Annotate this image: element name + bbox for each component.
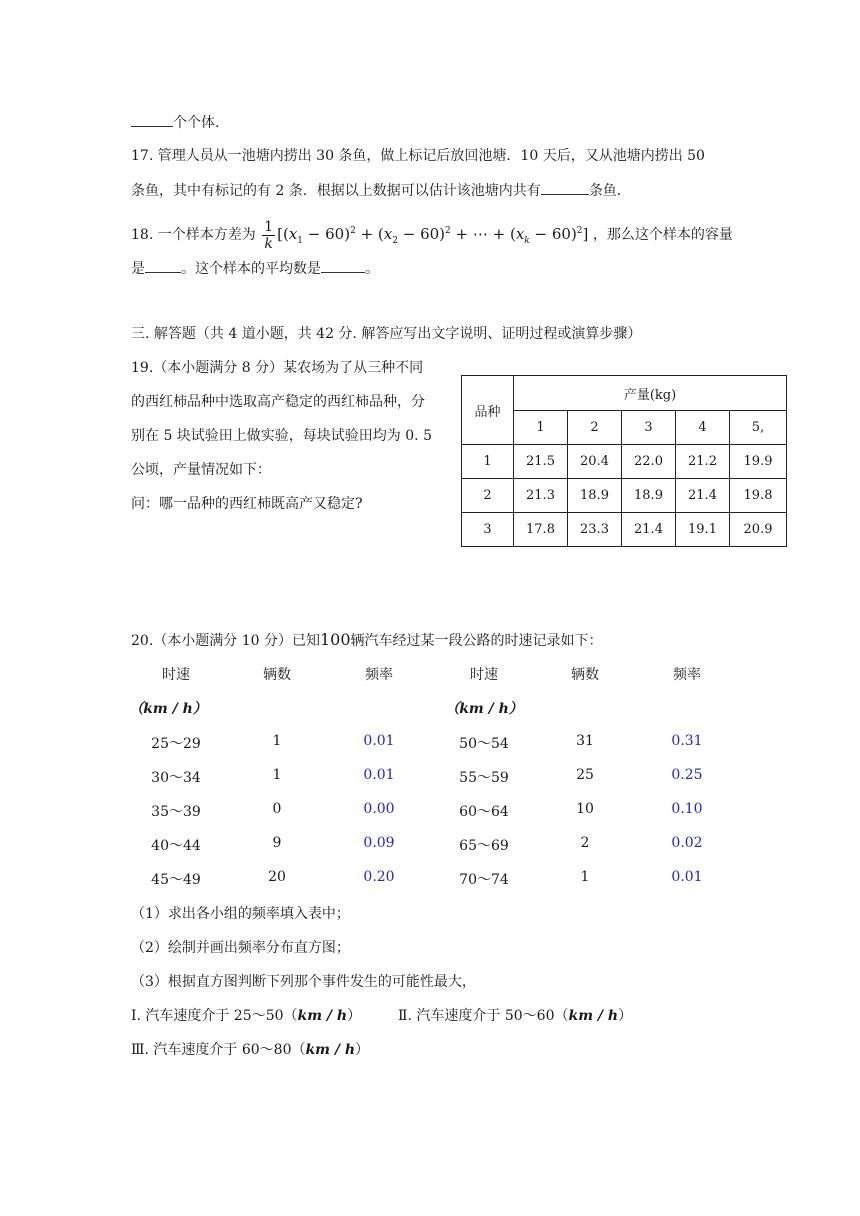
text: Ⅲ. 汽车速度介于 60～80（ [131,1042,306,1058]
table-row [462,513,787,547]
variety-cell: 1 [462,445,514,479]
question-19-line-4: 公顷，产量情况如下： [131,462,271,478]
sub-question-2: （2）绘制并画出频率分布直方图； [131,940,350,956]
question-20-line [131,630,603,651]
text: 个个体. [173,115,220,131]
vehicle-count: 100 [319,630,351,649]
yield-cell: 20.4 [568,445,622,479]
speed-range-cell: 70～74 [459,872,509,888]
question-19-line-1: 19.（本小题满分 8 分）某农场为了从三种不同 [131,360,424,376]
frequency-cell: 0.01 [363,733,395,749]
count-cell: 20 [268,869,286,885]
count-cell: 2 [580,835,590,851]
column-header: 时速 [162,667,190,683]
yield-cell: 17.8 [514,513,568,547]
text: 。这个样本的平均数是 [181,261,321,277]
yield-header: 产量(kg) [514,376,787,411]
frequency-cell: 0.01 [671,869,703,885]
yield-cell: 22.0 [622,445,676,479]
variance-formula: [$(x_1 - 60)^2 + (x_2 - 60)^2$ + ⋯ + $(x_k - 60)^2$] [277,225,589,246]
fraction-numerator: 1 [264,218,274,235]
question-19-line-5: 问：哪一品种的西红柿既高产又稳定? [131,496,363,512]
yield-cell: 21.5 [514,445,568,479]
answer-blank[interactable] [145,258,181,273]
speed-range-cell: 60～64 [459,804,509,820]
yield-cell: 18.9 [568,479,622,513]
answer-blank[interactable] [131,112,173,127]
unit-label: （km / h） [129,701,207,717]
count-cell: 9 [272,835,282,851]
yield-cell: 19.9 [730,445,787,479]
frequency-cell: 0.25 [671,767,703,783]
option-1 [131,1006,361,1026]
text: 条鱼，其中有标记的有 2 条．根据以上数据可以估计该池塘内共有 [131,183,541,199]
fraction-denominator: k [264,235,273,252]
count-cell: 25 [576,767,594,783]
plot-header: 1 [514,411,568,445]
yield-cell: 21.4 [622,513,676,547]
variety-cell: 3 [462,513,514,547]
plot-header: 2 [568,411,622,445]
unit: km / h [568,1008,619,1024]
unit: km / h [297,1008,348,1024]
text: 18. 一个样本方差为 [131,227,256,243]
option-3 [131,1040,369,1060]
text: ） [347,1008,362,1024]
plot-header: 3 [622,411,676,445]
speed-range-cell: 40～44 [151,838,201,854]
question-17-line-1: 17. 管理人员从一池塘内捞出 30 条鱼，做上标记后放回池塘．10 天后，又从池塘内捞出 50 [131,148,705,164]
question-19-line-3: 别在 5 块试验田上做实验，每块试验田均为 0. 5 [131,428,432,444]
question-19-line-2: 的西红柿品种中选取高产稳定的西红柿品种，分 [131,394,425,410]
frequency-cell: 0.20 [363,869,395,885]
speed-range-cell: 35～39 [151,804,201,820]
column-header: 辆数 [571,667,599,683]
speed-range-cell: 30～34 [151,770,201,786]
speed-range-cell: 65～69 [459,838,509,854]
count-cell: 0 [272,801,282,817]
count-cell: 31 [576,733,594,749]
yield-cell: 21.4 [676,479,730,513]
text: 20.（本小题满分 10 分）已知 [131,633,320,649]
column-header: 频率 [673,667,701,683]
column-header: 辆数 [263,667,291,683]
text: 。 [365,261,379,277]
yield-cell: 19.1 [676,513,730,547]
text: Ⅱ. 汽车速度介于 50～60（ [398,1008,569,1024]
count-cell: 1 [272,767,282,783]
text: ） [355,1042,370,1058]
yield-header-row [462,376,787,411]
count-cell: 1 [580,869,590,885]
column-header: 频率 [365,667,393,683]
yield-cell: 21.2 [676,445,730,479]
sub-question-1: （1）求出各小组的频率填入表中； [131,906,350,922]
text: 条鱼． [588,183,631,199]
yield-cell: 18.9 [622,479,676,513]
frequency-cell: 0.02 [671,835,703,851]
sub-question-3: （3）根据直方图判断下列那个事件发生的可能性最大， [131,974,476,990]
column-header: 时速 [470,667,498,683]
frequency-cell: 0.01 [363,767,395,783]
text: ，那么这个样本的容量 [592,227,733,243]
variety-header: 品种 [462,376,514,445]
variety-cell: 2 [462,479,514,513]
question-18-line-2 [131,258,379,279]
line-individual [131,112,219,133]
section-3-heading: 三. 解答题（共 4 道小题，共 42 分. 解答应写出文字说明、证明过程或演算步骤） [131,326,642,342]
speed-range-cell: 50～54 [459,736,509,752]
unit: km / h [305,1042,356,1058]
frequency-cell: 0.31 [671,733,703,749]
text: 是 [131,261,145,277]
table-row [462,479,787,513]
count-cell: 10 [576,801,594,817]
text: 辆汽车经过某一段公路的时速记录如下： [350,633,603,649]
speed-range-cell: 45～49 [151,872,201,888]
speed-range-cell: 25～29 [151,736,201,752]
speed-range-cell: 55～59 [459,770,509,786]
unit-label: （km / h） [445,701,523,717]
fraction [262,219,275,252]
text: Ⅰ. 汽车速度介于 25～50（ [131,1008,298,1024]
frequency-cell: 0.09 [363,835,395,851]
frequency-cell: 0.00 [363,801,395,817]
option-2 [398,1006,632,1026]
plot-header: 5, [730,411,787,445]
table-row [462,445,787,479]
yield-cell: 23.3 [568,513,622,547]
count-cell: 1 [272,733,282,749]
text: ） [618,1008,633,1024]
yield-cell: 21.3 [514,479,568,513]
question-18-line-1 [131,214,733,258]
yield-cell: 19.8 [730,479,787,513]
yield-table [461,375,787,547]
answer-blank[interactable] [321,258,365,273]
question-17-line-2 [131,180,631,201]
plot-header: 4 [676,411,730,445]
frequency-cell: 0.10 [671,801,703,817]
answer-blank[interactable] [541,180,589,195]
yield-cell: 20.9 [730,513,787,547]
